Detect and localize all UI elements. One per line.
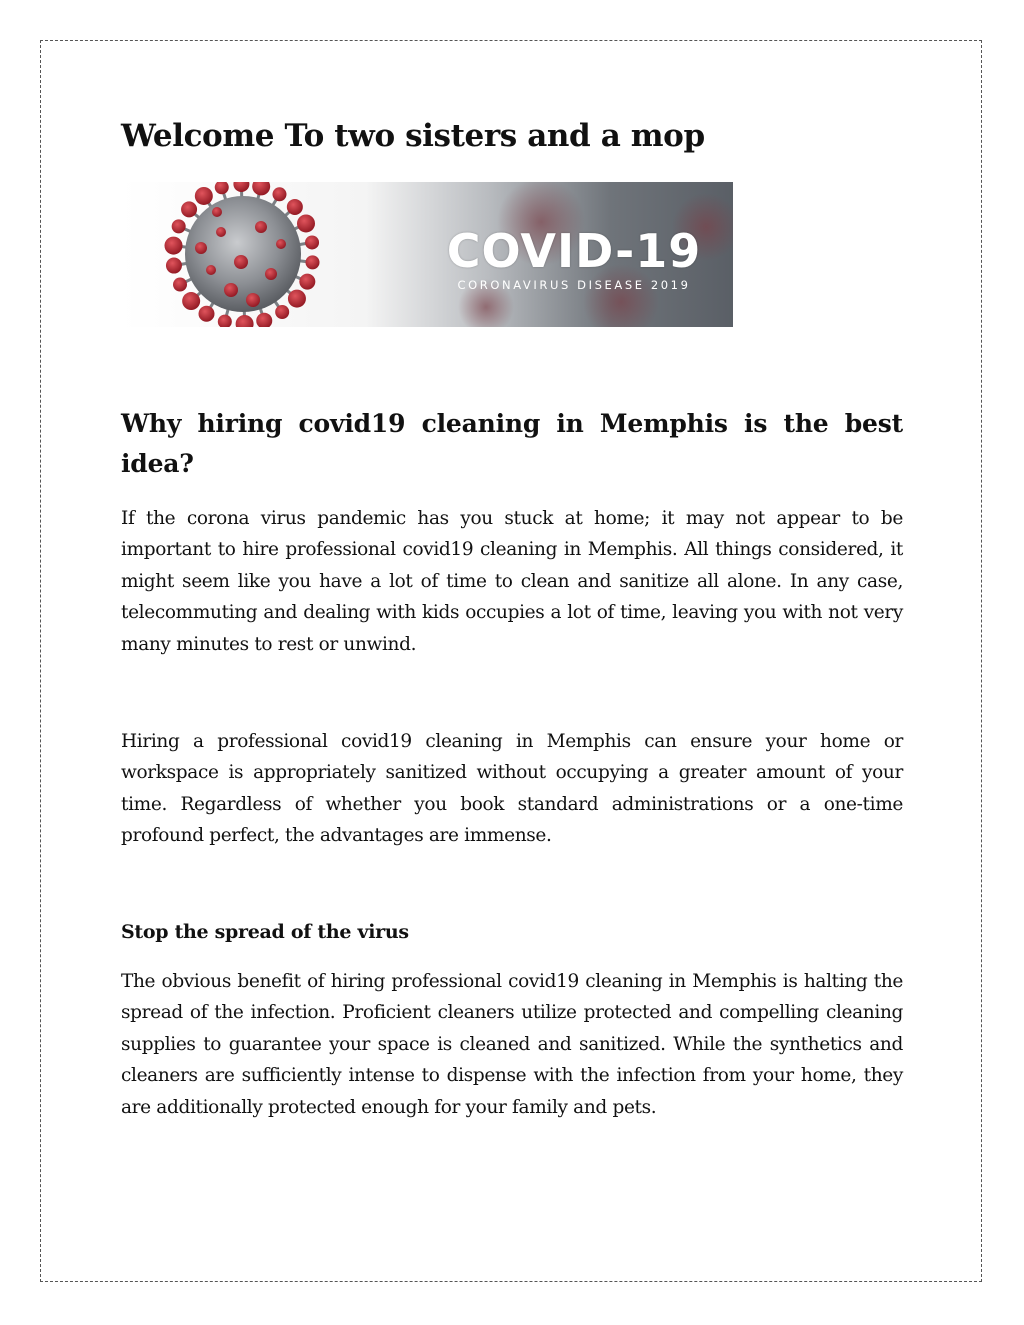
virus-spike-head [288, 290, 306, 308]
virus-spike-head [172, 219, 186, 233]
virus-spike-head [299, 274, 315, 290]
virus-spike-head [275, 305, 289, 319]
virus-spike-head [305, 235, 319, 249]
banner-text [429, 224, 719, 292]
virus-spike-head [256, 313, 272, 327]
virus-surface-protein [195, 242, 207, 254]
virus-surface-protein [216, 227, 226, 237]
virus-spike-head [218, 315, 232, 327]
virus-spike-head [215, 182, 229, 194]
virus-surface-protein [234, 255, 248, 269]
banner-title: COVID-19 [446, 224, 702, 278]
paragraph: If the corona virus pandemic has you stuck at home; it may not appear to be important to hire professional covid19 cleaning in Memphis. All things considered, it might seem like you have a lot of time to clean and sanitize all alone. In any case, telecommuting and dealing with kids occupies a lot of time, leaving you with not very many minutes to rest or unwind. [121, 508, 903, 655]
banner-subtitle: CORONAVIRUS DISEASE 2019 [457, 278, 691, 292]
virus-spike-head [165, 237, 183, 255]
virus-spike-head [297, 214, 315, 232]
section-heading: Why hiring covid19 cleaning in Memphis is the best idea? [121, 409, 903, 478]
virus-spike-head [166, 258, 182, 274]
virus-surface-protein [276, 239, 286, 249]
virus-spike-head [195, 187, 213, 205]
virus-spike-head [236, 315, 254, 327]
virus-spike-head [199, 306, 215, 322]
virus-spike-head [287, 199, 303, 215]
virus-surface-protein [265, 268, 277, 280]
virus-spike-head [173, 278, 187, 292]
virus-surface-protein [246, 293, 260, 307]
virus-spike-head [252, 182, 270, 195]
paragraph: Hiring a professional covid19 cleaning in Memphis can ensure your home or workspace is appropriately sanitized without occupying a greater amount of your time. Regardless of whether you book standard administrations or a one-time profound perfect, the advantages are immense. [121, 731, 903, 847]
subheading: Stop the spread of the virus [121, 921, 409, 943]
virus-surface-protein [212, 207, 222, 217]
virus-spike-head [272, 187, 286, 201]
virus-spike-head [305, 255, 319, 269]
page-title: Welcome To two sisters and a mop [121, 118, 705, 154]
virus-spike-head [182, 292, 200, 310]
virus-spike-head [233, 182, 249, 192]
virus-surface-protein [206, 265, 216, 275]
virus-spike-head [181, 201, 197, 217]
covid-banner-image [121, 182, 733, 327]
paragraph: The obvious benefit of hiring professional covid19 cleaning in Memphis is halting the spread of the infection. Proficient cleaners utilize protected and compelling cleaning supplies to guarantee your space is cleaned and sanitized. While the synthetics and cleaners are sufficiently intense to dispense with the infection from your home, they are additionally protected enough for your family and pets. [121, 971, 903, 1118]
virus-surface-protein [224, 283, 238, 297]
virus-surface-protein [255, 221, 267, 233]
